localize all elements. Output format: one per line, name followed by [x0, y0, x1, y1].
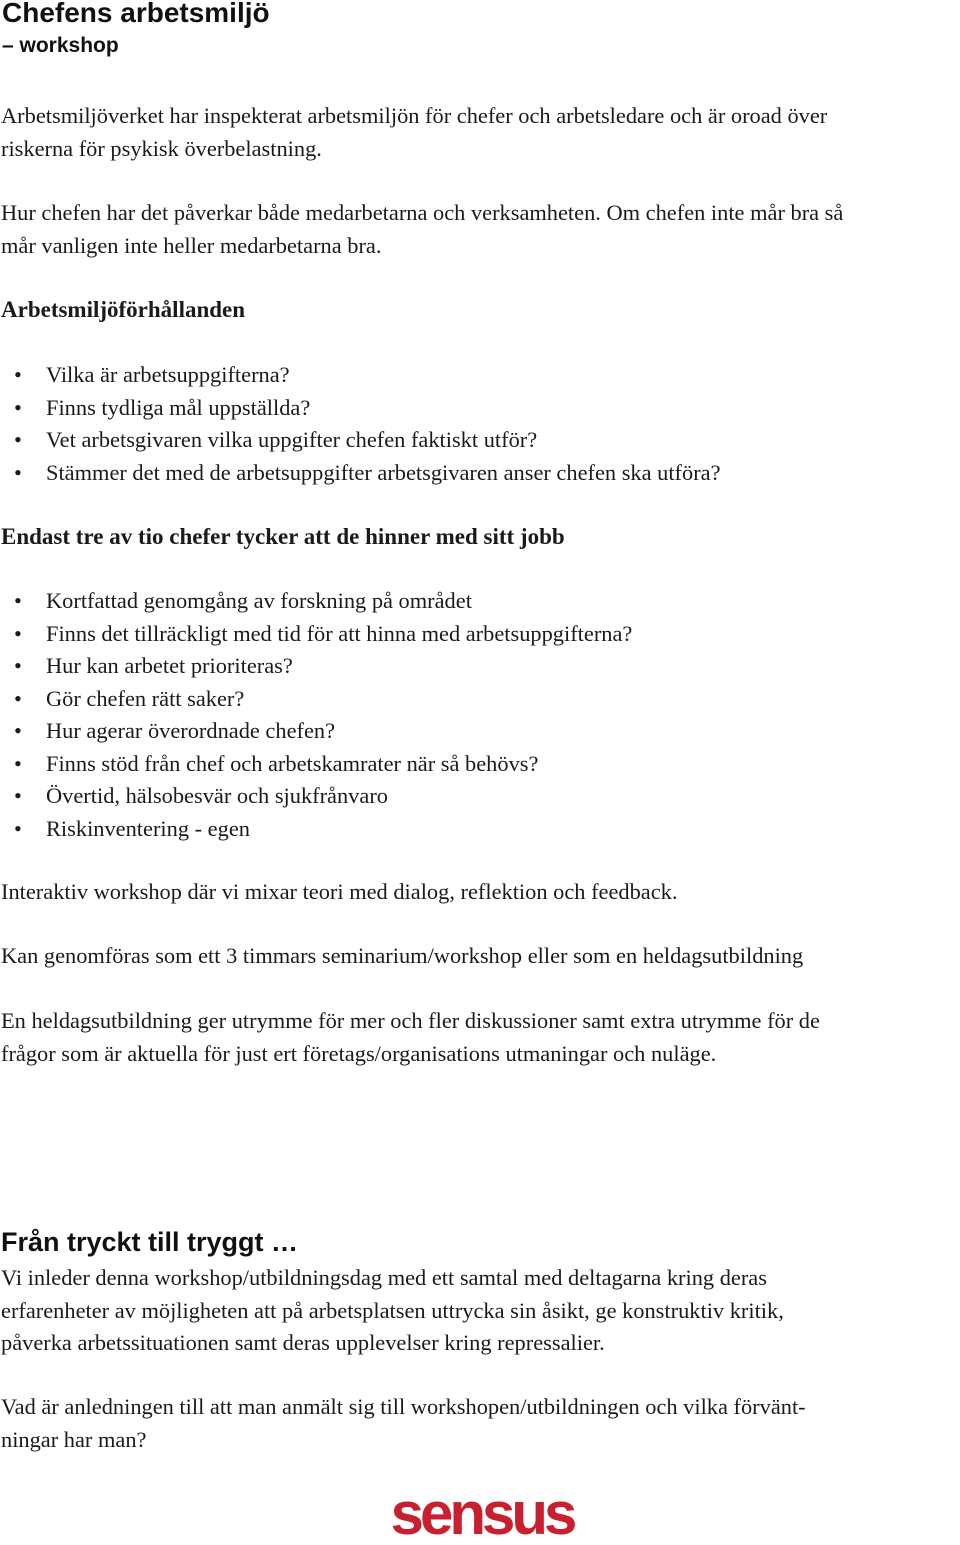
logo-wordmark: sensus — [390, 1488, 574, 1544]
list-item-text: Stämmer det med de arbetsuppgifter arbetsgivaren anser chefen ska utföra? — [46, 459, 721, 485]
text-line: En heldagsutbildning ger utrymme för mer och fler diskussioner samt extra utrymme för de — [1, 1008, 820, 1033]
list-item — [0, 585, 632, 618]
section3-paragraph-1 — [1, 1262, 784, 1360]
sensus-logo — [374, 1488, 590, 1544]
list-item-text: Gör chefen rätt saker? — [46, 685, 245, 711]
list-item — [0, 715, 632, 748]
list-item-text: Hur kan arbetet prioriteras? — [46, 653, 293, 678]
closing-paragraph-1 — [1, 876, 677, 909]
page-title: Chefens arbetsmiljö — [2, 0, 270, 28]
text-line: Hur chefen har det påverkar både medarbetarna och verksamheten. Om chefen inte mår bra så — [1, 200, 844, 225]
bullet-icon: • — [14, 362, 22, 387]
list-item-text: Övertid, hälsobesvär och sjukfrånvaro — [46, 783, 388, 808]
list-item — [0, 359, 721, 392]
list-item-text: Riskinventering - egen — [46, 815, 250, 841]
section-heading-arbetsmiljoforhallanden: Arbetsmiljöförhållanden — [1, 297, 246, 322]
bullet-list-arbetsmiljo — [0, 359, 721, 489]
list-item — [0, 424, 721, 457]
list-item — [0, 457, 721, 490]
text-line: påverka arbetssituationen samt deras upplevelser kring repressalier. — [1, 1330, 605, 1355]
list-item — [0, 780, 632, 813]
bullet-list-chefer — [0, 585, 632, 845]
text-line: mår vanligen inte heller medarbetarna bra. — [1, 232, 382, 258]
bullet-icon: • — [14, 815, 22, 841]
intro-paragraph-1 — [1, 100, 827, 165]
text-line: Interaktiv workshop där vi mixar teori med dialog, reflektion och feedback. — [1, 879, 678, 904]
text-line: Vi inleder denna workshop/utbildningsdag med ett samtal med deltagarna kring deras — [1, 1265, 767, 1290]
bullet-icon: • — [14, 783, 22, 808]
list-item-text: Finns det tillräckligt med tid för att hinna med arbetsuppgifterna? — [46, 620, 633, 646]
list-item-text: Vilka är arbetsuppgifterna? — [46, 362, 290, 387]
list-item-text: Kortfattad genomgång av forskning på området — [46, 588, 472, 613]
list-item — [0, 392, 721, 425]
section-heading-chefer-hinner: Endast tre av tio chefer tycker att de hinner med sitt jobb — [1, 524, 565, 549]
bullet-icon: • — [14, 718, 22, 743]
text-line: frågor som är aktuella för just ert företags/organisations utmaningar och nuläge. — [1, 1040, 717, 1066]
bullet-icon: • — [14, 394, 22, 420]
list-item — [0, 683, 632, 716]
text-line: Arbetsmiljöverket har inspekterat arbetsmiljön för chefer och arbetsledare och är oroad över — [1, 103, 828, 128]
list-item — [0, 813, 632, 846]
intro-paragraph-2 — [1, 197, 843, 262]
bullet-icon: • — [14, 750, 22, 776]
text-line: ningar har man? — [1, 1426, 147, 1452]
section-heading-fran-tryckt: Från tryckt till tryggt … — [1, 1227, 299, 1257]
text-line: riskerna för psykisk överbelastning. — [1, 135, 322, 161]
list-item-text: Vet arbetsgivaren vilka uppgifter chefen faktiskt utför? — [46, 427, 538, 452]
bullet-icon: • — [14, 620, 22, 646]
closing-paragraph-3 — [1, 1005, 820, 1070]
page-subtitle: – workshop — [2, 34, 119, 57]
list-item-text: Finns tydliga mål uppställda? — [46, 394, 311, 420]
bullet-icon: • — [14, 459, 22, 485]
bullet-icon: • — [14, 685, 22, 711]
list-item — [0, 650, 632, 683]
bullet-icon: • — [14, 427, 22, 452]
text-line: erfarenheter av möjligheten att på arbetsplatsen uttrycka sin åsikt, ge konstruktiv kritik, — [1, 1297, 784, 1323]
section3-paragraph-2 — [1, 1391, 806, 1456]
text-line: Vad är anledningen till att man anmält sig till workshopen/utbildningen och vilka förvänt- — [1, 1394, 806, 1419]
text-line: Kan genomföras som ett 3 timmars seminarium/workshop eller som en heldagsutbildning — [1, 943, 804, 968]
closing-paragraph-2 — [1, 940, 803, 973]
list-item-text: Hur agerar överordnade chefen? — [46, 718, 336, 743]
list-item — [0, 748, 632, 781]
bullet-icon: • — [14, 653, 22, 678]
list-item — [0, 618, 632, 651]
bullet-icon: • — [14, 588, 22, 613]
list-item-text: Finns stöd från chef och arbetskamrater när så behövs? — [46, 750, 539, 776]
